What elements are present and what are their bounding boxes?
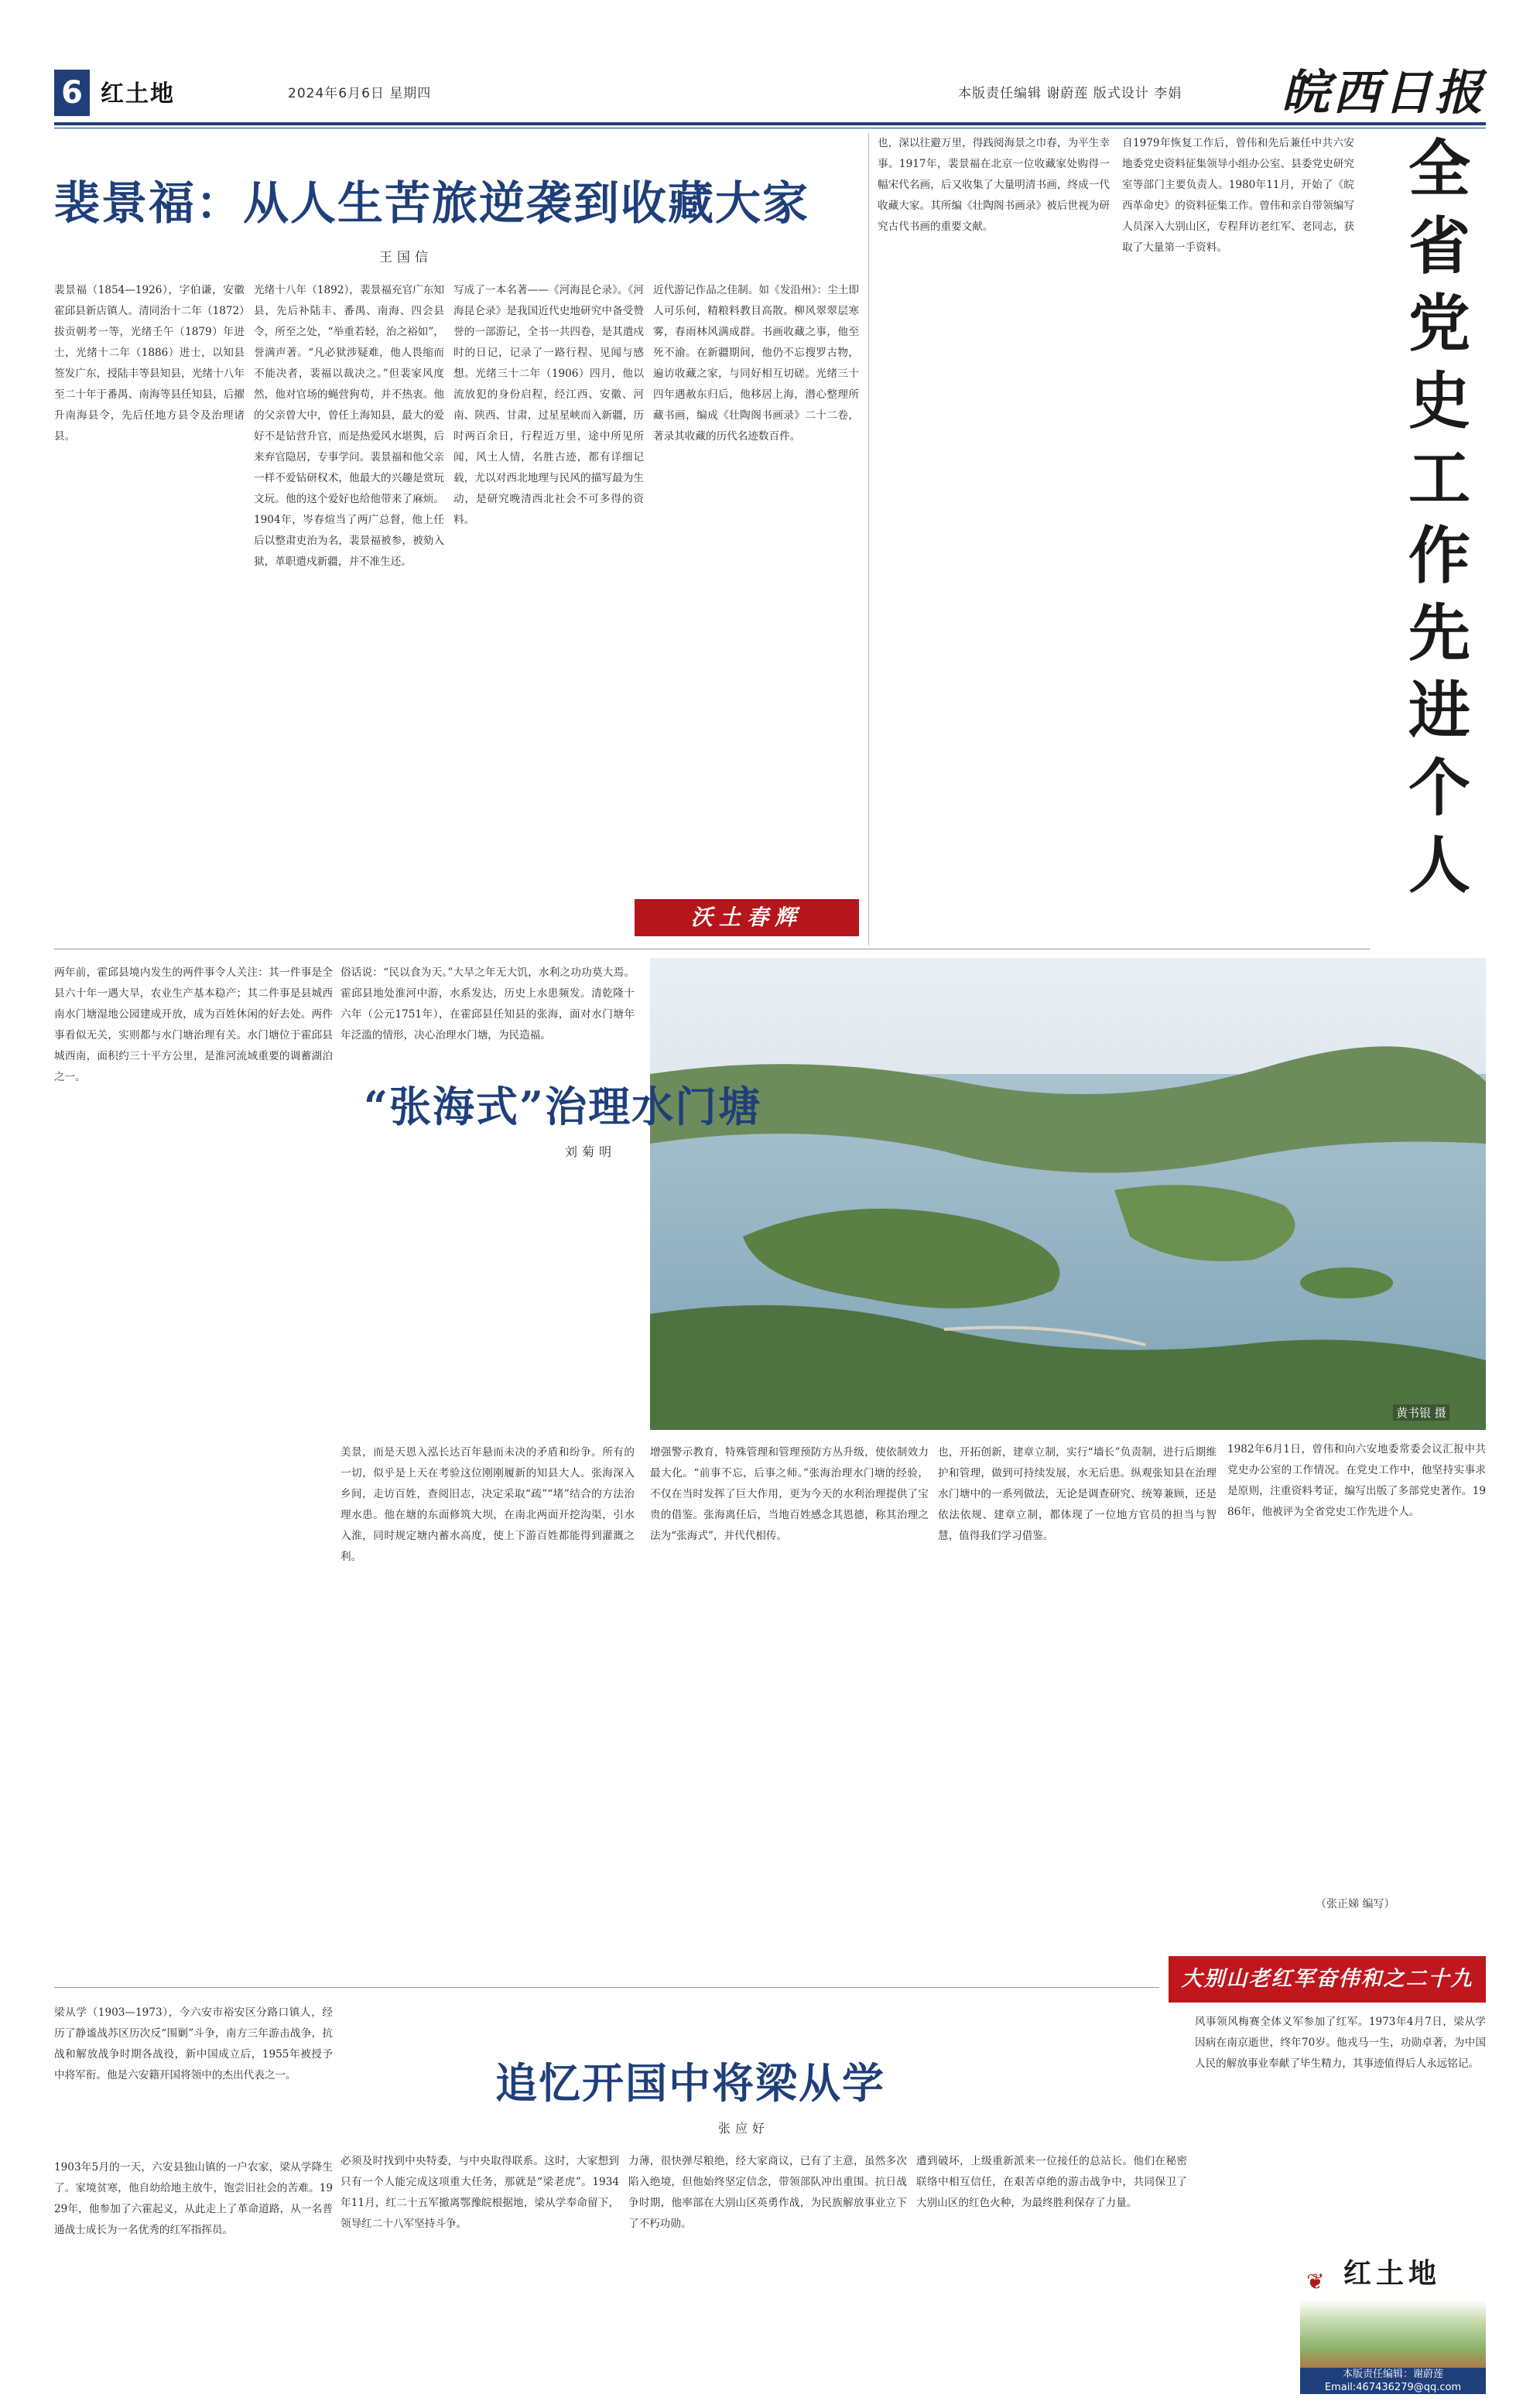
title-char: 人: [1408, 829, 1470, 901]
title-char: 全: [1408, 132, 1470, 205]
article-4-column: 力薄，很快弹尽粮绝，经大家商议，已有了主意，虽然多次陷入绝境，但他始终坚定信念，带领部队冲出重围。抗日战争时期，他率部在大别山区英勇作战，为民族解放事业立下了不朽功勋。: [628, 2155, 907, 2230]
article-1-column: 裴景福（1854—1926），字伯谦，安徽霍邱县新店镇人。清同治十二年（1872）拔贡朝考一等，光绪壬午（1879）年进士，光绪十二年（1886）进士，以知县签发广东，授陆丰等县知县，光绪十八年至二十年于番禺、南海等县任知县，后擢升南海县令，先后任地方县令及治理诸县。: [54, 284, 245, 443]
editor-credits: 本版责任编辑 谢蔚莲 版式设计 李娟: [958, 86, 1182, 101]
article-3-column: 也，深以往避万里，得践阅海景之巾春，为平生幸事。1917年，裴景福在北京一位收藏家处购得一幅宋代名画，后又收集了大量明清书画，终成一代收藏大家。其所编《壮陶阁书画录》被后世视为研究古代书画的重要文献。: [878, 137, 1110, 233]
article-2-author: 刘菊明: [565, 1144, 617, 1159]
article-4-column: 风事领风梅赛全体义军参加了红军。1973年4月7日，梁从学因病在南京逝世，终年70岁。他戎马一生，功勋卓著，为中国人民的解放事业奉献了毕生精力，其事迹值得后人永远铭记。: [1195, 2016, 1486, 2070]
title-char: 省: [1408, 210, 1470, 282]
article-4-column: 梁从学（1903—1973），今六安市裕安区分路口镇人，经历了静谧战苏区历次反“围剿”斗争，南方三年游击战争，抗战和解放战争时期各战役，新中国成立后，1955年被授予中将军衔。他是六安籍开国将领中的杰出代表之一。: [54, 2006, 333, 2081]
article-4-column: 遭到破坏，上级重新派来一位接任的总站长。他们在秘密联络中相互信任，在艰苦卓绝的游击战争中，共同保卫了大别山区的红色火种，为最终胜利保存了力量。: [916, 2155, 1187, 2209]
newspaper-masthead: 皖西日报: [1282, 64, 1487, 121]
title-char: 先: [1408, 597, 1470, 669]
section-contact: [1300, 2368, 1486, 2394]
article-1-title: 裴景福：从人生苦旅逆袭到收藏大家: [54, 176, 810, 230]
article-1-column: 写成了一本名著——《河海昆仑录》。《河海昆仑录》是我国近代史地研究中备受赞誉的一部游记，全书一共四卷，是其遣戍时的日记，记录了一路行程、见闻与感想。光绪三十二年（1906）四月，他以流放犯的身份启程，经江西、安徽、河南、陕西、甘肃，过星星峡而入新疆，历时两百余日，行程近万里，途中所见所闻，风土人情，名胜古迹，都有详细记载，尤以对西北地理与民风的描写最为生动，是研究晚清西北社会不可多得的资料。: [453, 284, 644, 526]
lake-aerial-photo: [650, 958, 1486, 1430]
section-logo-title: 红土地: [1343, 2257, 1442, 2290]
section-divider: [54, 1987, 1159, 1988]
contact-editor: 本版责任编辑：谢蔚莲: [1342, 2369, 1443, 2380]
tree-icon: ❦: [1306, 2269, 1325, 2294]
title-char: 工: [1408, 442, 1470, 515]
section-name: 红土地: [101, 80, 175, 108]
article-3-vertical-title: [1393, 130, 1486, 901]
title-char: 作: [1408, 519, 1470, 592]
article-4-title: 追忆开国中将梁从学: [495, 2058, 885, 2108]
contact-email: Email:467436279@qq.com: [1324, 2382, 1462, 2393]
article-4-author: 张应好: [718, 2121, 770, 2136]
header-rule: [54, 122, 1486, 125]
page-number: 6: [54, 70, 90, 116]
article-3-signoff: （张正娣 编写）: [1316, 1898, 1395, 1910]
title-char: 党: [1408, 287, 1470, 360]
article-2-column: 也，开拓创新，建章立制，实行“墙长”负责制，进行后期维护和管理，做到可持续发展，水无后患。纵观张知县在治理水门塘中的一系列做法，无论是调查研究、统筹兼顾，还是依法依规、建章立制，都体现了一位地方官员的担当与智慧，值得我们学习借鉴。: [938, 1446, 1217, 1542]
column-divider: [868, 133, 869, 946]
article-3-column: 1982年6月1日，曾伟和向六安地委常委会议汇报中共党史办公室的工作情况。在党史工作中，他坚持实事求是原则，注重资料考证，编写出版了多部党史著作。1986年，他被评为全省党史工作先进个人。: [1227, 1443, 1486, 1518]
title-char: 进: [1408, 674, 1470, 747]
section-badge: 沃土春辉: [635, 899, 859, 936]
article-2-column: 增强警示教育，特殊管理和管理预防方丛升级，使依制效力最大化。“前事不忘，后事之师。”张海治理水门塘的经验，不仅在当时发挥了巨大作用，更为今天的水利治理提供了宝贵的借鉴。张海离任后，当地百姓感念其恩德，称其治理之法为“张海式”，并代代相传。: [650, 1446, 929, 1542]
article-1-column: 近代游记作品之佳制。如《发沿州》：尘土即人可乐何，精粮料教目高散。柳风翠翠层寒雾，春雨林风满成群。书画收藏之事，他至死不渝。在新疆期间，他仍不忘搜罗古物，遍访收藏之家，与同好相互切磋。光绪三十四年遇赦东归后，他移居上海，潜心整理所藏书画，编成《壮陶阁书画录》二十二卷，著录其收藏的历代名迹数百件。: [653, 284, 859, 443]
title-char: 个: [1408, 751, 1470, 824]
article-1-author: 王国信: [379, 250, 433, 265]
article-3-column: 自1979年恢复工作后，曾伟和先后兼任中共六安地委党史资料征集领导小组办公室、县委党史研究室等部门主要负责人。1980年11月，开始了《皖西革命史》的资料征集工作。曾伟和亲自带领编写人员深入大别山区，专程拜访老红军、老同志，获取了大量第一手资料。: [1122, 137, 1354, 254]
series-banner: 大别山老红军奋伟和之二十九: [1169, 1956, 1486, 2003]
article-2-column: 俗话说：“民以食为天。”大旱之年无大饥，水利之功功莫大焉。霍邱县地处淮河中游，水系发达，历史上水患频发。清乾隆十六年（公元1751年），在霍邱县任知县的张海，面对水门塘年年泛滥的情形，决心治理水门塘，为民造福。: [341, 966, 635, 1042]
article-2-title: “张海式”治理水门塘: [364, 1082, 762, 1131]
article-2-column: 两年前，霍邱县境内发生的两件事令人关注：其一件事是全县六十年一遇大旱，农业生产基本稳产；其二件事是县城西南水门塘湿地公园建成开放，成为百姓休闲的好去处。两件事看似无关，实则都与水门塘治理有关。水门塘位于霍邱县城西南，面积约三十平方公里，是淮河流域重要的调蓄湖泊之一。: [54, 966, 333, 1083]
issue-date: 2024年6月6日 星期四: [288, 86, 432, 101]
article-4-column: 必须及时找到中央特委，与中央取得联系。这时，大家想到只有一个人能完成这项重大任务，那就是“梁老虎”。1934年11月，红二十五军撤离鄂豫皖根据地，梁从学奉命留下，领导红二十八军坚持斗争。: [341, 2155, 619, 2230]
article-4-column: 1903年5月的一天，六安县独山镇的一户农家，梁从学降生了。家境贫寒，他自幼给地主放牛，饱尝旧社会的苦难。1929年，他参加了六霍起义，从此走上了革命道路，从一名普通战士成长为一名优秀的红军指挥员。: [54, 2161, 333, 2236]
article-1-column: 光绪十八年（1892），裴景福充官广东知县，先后补陆丰、番禺、南海、四会县令，所至之处，“举重若轻，治之裕如”，誉满声著。“凡必狱涉疑难，他人畏缩而不能决者，裴福以裁决之。”但裴家风度然，他对官场的蝇营狗苟，并不热衷。他的父亲曾大中，曾任上海知县，最大的爱好不是钻营升官，而是热爱风水堪舆，后来弃官隐居，专事学问。裴景福和他父亲一样不爱钻研权术，他最大的兴趣是赏玩文玩。他的这个爱好也给他带来了麻烦。1904年，岑春煊当了两广总督，他上任后以整肃吏治为名，裴景福被参，被劾入狱，革职遣戍新疆，并不准生还。: [254, 284, 444, 568]
photo-credit: 黄书银 摄: [1393, 1404, 1449, 1421]
article-2-column: 美景，而是天恩入泓长达百年悬而未决的矛盾和纷争。所有的一切，似乎是上天在考验这位刚刚履新的知县大人。张海深入乡间，走访百姓，查阅旧志，决定采取“疏”“堵”结合的方法治理水患。他在塘的东面修筑大坝，在南北两面开挖沟渠，引水入淮，同时规定塘内蓄水高度，使上下游百姓都能得到灌溉之利。: [341, 1446, 635, 1563]
title-char: 史: [1408, 364, 1470, 437]
